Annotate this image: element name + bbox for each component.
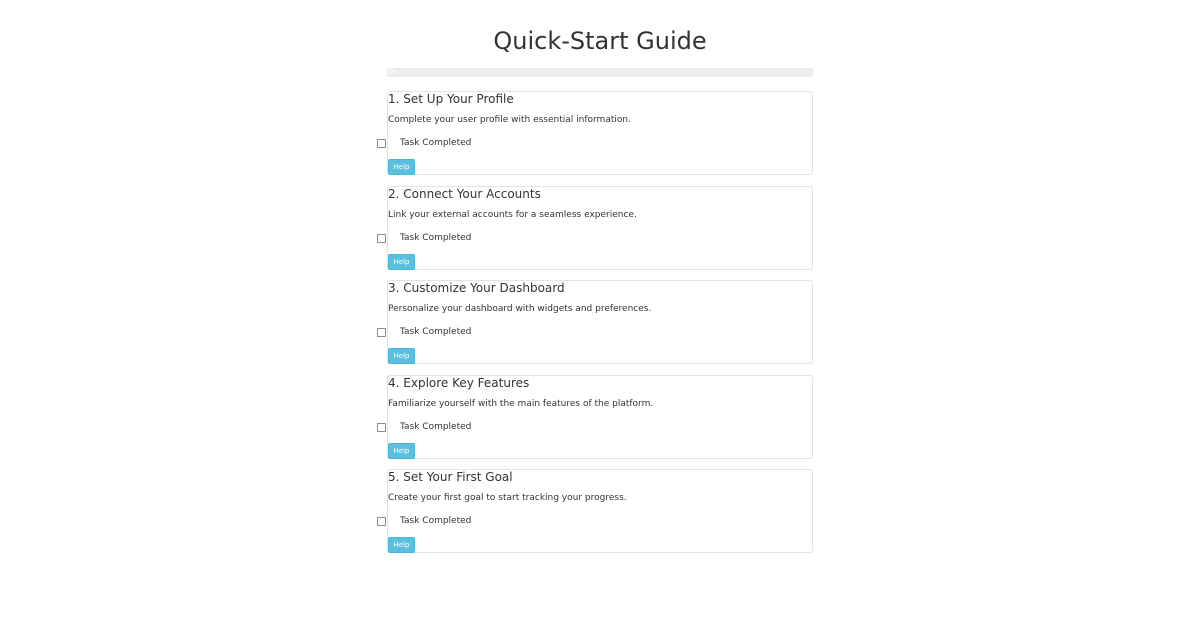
step-card: [387, 186, 813, 270]
step-card: [387, 469, 813, 553]
step-title: 4. Explore Key Features: [388, 375, 530, 390]
step-card: [387, 280, 813, 364]
task-completed-checkbox[interactable]: [377, 517, 386, 526]
progress-bar: [387, 68, 813, 77]
step-card: [387, 375, 813, 459]
task-completed-checkbox[interactable]: [377, 423, 386, 432]
task-completed-checkbox[interactable]: [377, 234, 386, 243]
page-title: Quick-Start Guide: [493, 27, 707, 55]
help-button[interactable]: Help: [388, 537, 415, 553]
task-completed-label[interactable]: Task Completed: [400, 232, 472, 243]
step-title: 5. Set Your First Goal: [388, 470, 513, 485]
help-button[interactable]: Help: [388, 159, 415, 175]
task-completed-label[interactable]: Task Completed: [400, 327, 472, 338]
task-completed-label[interactable]: Task Completed: [400, 421, 472, 432]
help-button[interactable]: Help: [388, 443, 415, 459]
step-title: 2. Connect Your Accounts: [388, 186, 541, 201]
help-button[interactable]: Help: [388, 254, 415, 270]
task-completed-checkbox[interactable]: [377, 139, 386, 148]
step-description: Link your external accounts for a seamless experience.: [388, 209, 637, 220]
step-description: Create your first goal to start tracking your progress.: [388, 493, 627, 504]
task-completed-label[interactable]: Task Completed: [400, 138, 472, 148]
steps-list: [387, 91, 813, 564]
step-title: 3. Customize Your Dashboard: [388, 281, 565, 296]
task-completed-label[interactable]: Task Completed: [400, 516, 472, 527]
step-description: Familiarize yourself with the main features of the platform.: [388, 398, 654, 409]
task-completed-checkbox[interactable]: [377, 328, 386, 337]
step-card: [387, 91, 813, 175]
step-description: Complete your user profile with essential information.: [388, 115, 631, 125]
help-button[interactable]: Help: [388, 348, 415, 364]
progress-bar-fill: 0%: [389, 69, 399, 76]
step-description: Personalize your dashboard with widgets and preferences.: [388, 304, 652, 315]
step-title: 1. Set Up Your Profile: [388, 92, 514, 106]
